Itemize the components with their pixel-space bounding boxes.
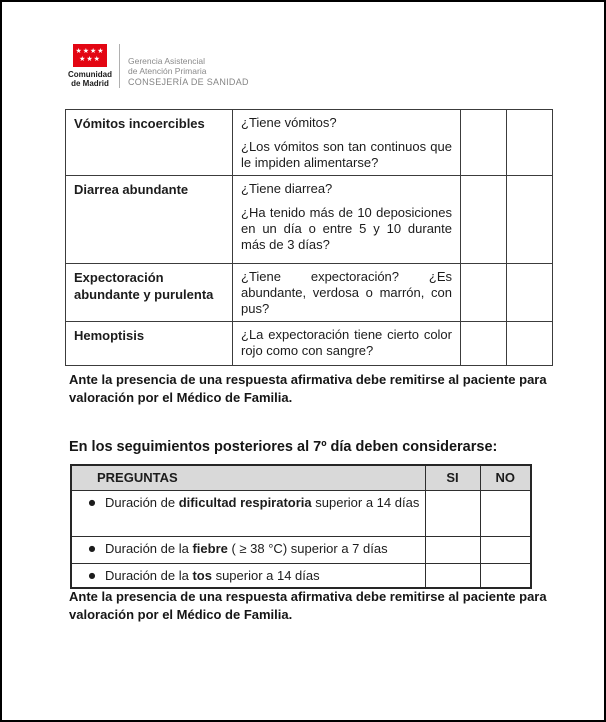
question-paragraph: ¿Ha tenido más de 10 deposiciones en un día o entre 5 y 10 durante más de 3 días? xyxy=(241,205,452,252)
followup-header-no: NO xyxy=(480,465,531,490)
bullet-icon: ● xyxy=(88,497,96,507)
question-paragraph: ¿Tiene vómitos? xyxy=(241,115,337,130)
answer-cell-no xyxy=(507,322,553,366)
bullet-icon: ● xyxy=(88,543,96,553)
dept-line-1: Gerencia Asistencial xyxy=(128,56,206,66)
followup-row-tos xyxy=(71,563,531,588)
department-name xyxy=(128,44,249,88)
question-paragraph: ¿Tiene expectoración? ¿Es abundante, verdosa o marrón, con pus? xyxy=(241,269,452,316)
answer-cell-si xyxy=(425,563,480,588)
followup-question xyxy=(100,495,421,511)
symptom-questions xyxy=(233,264,461,322)
question-text-bold: tos xyxy=(192,567,212,583)
followup-header-si: SI xyxy=(425,465,480,490)
question-text: superior a 14 días xyxy=(211,567,320,583)
region-name-line-2: de Madrid xyxy=(71,79,109,88)
symptom-label: Expectoración abundante y purulenta xyxy=(66,264,233,322)
followup-row-fiebre xyxy=(71,536,531,563)
answer-cell-no xyxy=(480,536,531,563)
answer-cell-si xyxy=(425,536,480,563)
symptom-table xyxy=(65,109,553,366)
answer-cell-no xyxy=(480,490,531,536)
bullet-icon: ● xyxy=(88,570,96,580)
question-text: superior a 14 días xyxy=(311,494,420,510)
followup-header-row xyxy=(71,465,531,490)
answer-cell-no xyxy=(507,264,553,322)
followup-question-cell xyxy=(71,563,425,588)
question-text-bold: fiebre xyxy=(192,540,228,556)
logo-divider xyxy=(119,44,120,88)
referral-note-2: Ante la presencia de una respuesta afirmativa debe remitirse al paciente para valoración por el Médico de Familia. xyxy=(69,589,547,622)
flag-stars-row-1: ★★★★ xyxy=(75,47,105,55)
question-text-bold: dificultad respiratoria xyxy=(178,494,312,510)
symptom-label: Hemoptisis xyxy=(66,322,233,366)
question-paragraph: ¿Los vómitos son tan continuos que le impiden alimentarse? xyxy=(241,139,452,170)
madrid-flag-block xyxy=(65,44,115,88)
symptom-questions xyxy=(233,322,461,366)
question-text: Duración de la xyxy=(105,567,193,583)
answer-cell-si xyxy=(461,176,507,264)
answer-cell-si xyxy=(461,322,507,366)
followup-question xyxy=(100,541,421,557)
followup-question xyxy=(100,568,421,584)
flag-stars-row-2: ★★★ xyxy=(79,54,101,63)
followup-question-cell xyxy=(71,536,425,563)
answer-cell-si xyxy=(461,110,507,176)
answer-cell-no xyxy=(507,110,553,176)
consejeria-label: CONSEJERÍA DE SANIDAD xyxy=(128,77,249,87)
question-text: Duración de xyxy=(105,494,179,510)
section-heading: En los seguimientos posteriores al 7º día deben considerarse: xyxy=(69,439,498,455)
region-name-line-1: Comunidad xyxy=(68,70,112,79)
question-paragraph: ¿Tiene diarrea? xyxy=(241,181,333,196)
answer-cell-si xyxy=(461,264,507,322)
followup-row-dificultad xyxy=(71,490,531,536)
symptom-row-diarrea xyxy=(66,176,553,264)
dept-line-2: de Atención Primaria xyxy=(128,66,207,76)
comunidad-madrid-logo xyxy=(65,44,249,88)
answer-cell-no xyxy=(507,176,553,264)
question-paragraph: ¿La expectoración tiene cierto color rojo como con sangre? xyxy=(241,327,452,358)
question-text: ( ≥ 38 °C) superior a 7 días xyxy=(227,540,388,556)
followup-header-preguntas: PREGUNTAS xyxy=(71,465,425,490)
symptom-label: Diarrea abundante xyxy=(66,176,233,264)
region-name xyxy=(65,70,115,88)
symptom-questions xyxy=(233,176,461,264)
followup-question-cell xyxy=(71,490,425,536)
question-text: Duración de la xyxy=(105,540,193,556)
symptom-label: Vómitos incoercibles xyxy=(66,110,233,176)
madrid-flag-icon xyxy=(73,44,107,67)
referral-note-1: Ante la presencia de una respuesta afirmativa debe remitirse al paciente para valoración por el Médico de Familia. xyxy=(69,372,547,405)
symptom-row-expectoracion xyxy=(66,264,553,322)
answer-cell-no xyxy=(480,563,531,588)
answer-cell-si xyxy=(425,490,480,536)
symptom-questions xyxy=(233,110,461,176)
symptom-row-vomitos xyxy=(66,110,553,176)
followup-table xyxy=(70,464,532,589)
symptom-row-hemoptisis xyxy=(66,322,553,366)
